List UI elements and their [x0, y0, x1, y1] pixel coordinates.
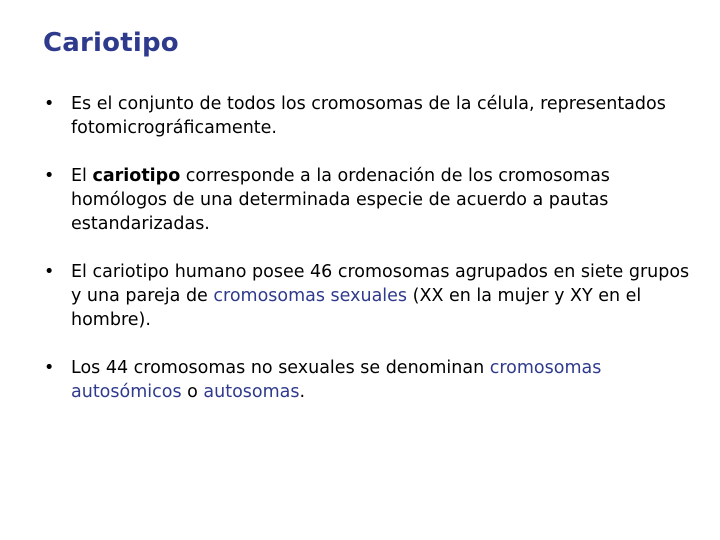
bullet-text-post: . — [299, 382, 306, 402]
bullet-text-mid: o — [181, 382, 204, 402]
bullet-text: Es el conjunto de todos los cromosomas de la célula, representados fotomicrográficamente. — [71, 94, 666, 138]
bullet-dot-icon: • — [44, 358, 55, 378]
bullet-item-1 — [44, 92, 694, 140]
bullet-item-4 — [44, 356, 694, 404]
bullet-term-highlight: cromosomas autosómicos — [71, 358, 602, 402]
bullet-list — [44, 92, 694, 428]
bullet-dot-icon: • — [44, 94, 55, 114]
bullet-term-bold: cariotipo — [92, 166, 181, 186]
bullet-text-pre: El cariotipo humano posee 46 cromosomas agrupados en siete grupos y una pareja de — [71, 262, 690, 306]
bullet-term-highlight: autosomas — [203, 382, 300, 402]
slide-title: Cariotipo — [43, 28, 179, 58]
bullet-text-post: (XX en la mujer y XY en el hombre). — [71, 286, 642, 330]
bullet-dot-icon: • — [44, 262, 55, 282]
bullet-text-post: corresponde a la ordenación de los cromosomas homólogos de una determinada especie de acuerdo a pautas estandarizadas. — [71, 166, 610, 234]
bullet-text-pre: El — [71, 166, 93, 186]
bullet-text-pre: Los 44 cromosomas no sexuales se denominan — [71, 358, 490, 378]
bullet-item-2 — [44, 164, 694, 236]
bullet-item-3 — [44, 260, 694, 332]
bullet-term-highlight: cromosomas sexuales — [213, 286, 408, 306]
bullet-dot-icon: • — [44, 166, 55, 186]
